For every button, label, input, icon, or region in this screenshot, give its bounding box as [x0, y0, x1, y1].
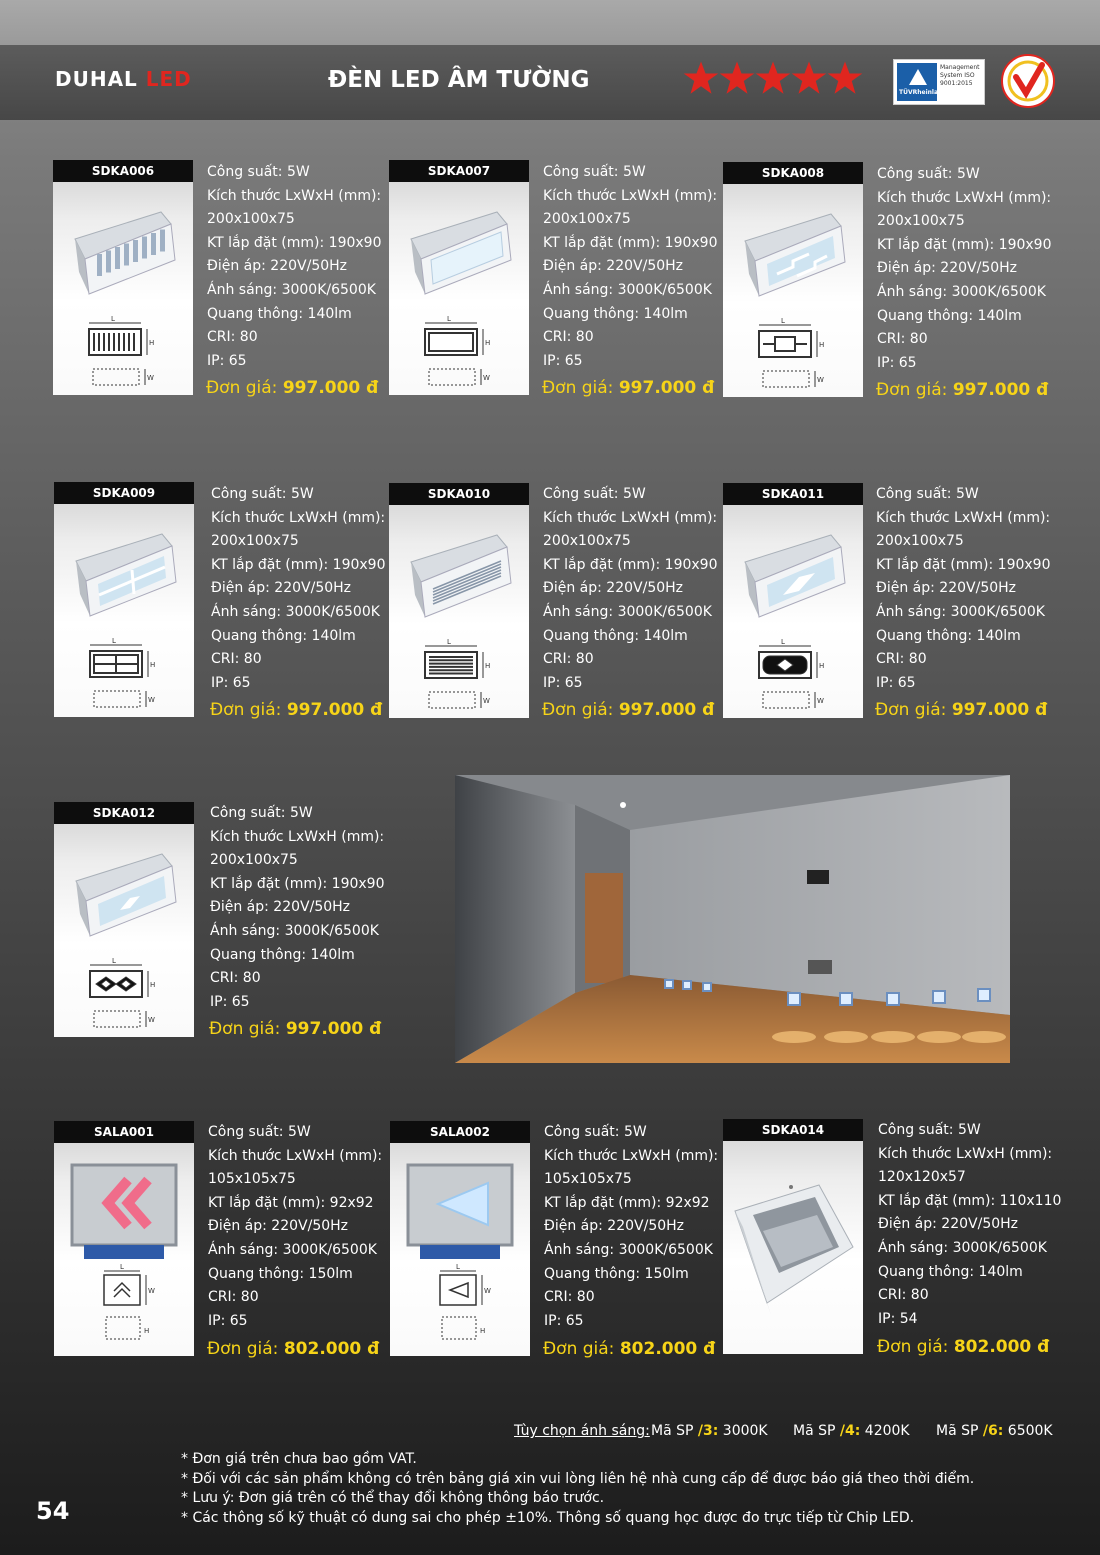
svg-text:H: H [150, 661, 156, 669]
product-specs [543, 483, 718, 695]
product-price: Đơn giá: 997.000 đ [210, 700, 383, 720]
spec-line: Quang thông: 140lm [877, 307, 1022, 324]
svg-text:H: H [149, 339, 155, 347]
footnote: * Đối với các sản phẩm không có trên bảng giá xin vui lòng liên hệ nhà cung cấp để được báo giá theo thời điểm. [181, 1470, 975, 1487]
product-image [723, 1143, 863, 1353]
product-image [389, 184, 529, 382]
light-option-6500k: Mã SP /6: 6500K [936, 1423, 1053, 1439]
footnote: * Các thông số kỹ thuật có dung sai cho phép ±10%. Thông số quang học được đo trực tiếp từ Chip LED. [181, 1509, 915, 1526]
spec-line: Kích thước LxWxH (mm): [878, 1145, 1053, 1162]
svg-text:W: W [483, 374, 490, 382]
product-image [54, 506, 194, 704]
svg-text:H: H [485, 339, 491, 347]
star-icon [791, 60, 827, 96]
spec-line: Công suất: 5W [207, 164, 310, 180]
footnotes [181, 1450, 974, 1528]
spec-line: Kích thước LxWxH (mm): [877, 189, 1052, 206]
product-price: Đơn giá: 997.000 đ [875, 700, 1048, 720]
spec-line: KT lắp đặt (mm): 190x90 [543, 556, 718, 573]
page-title: ĐÈN LED ÂM TƯỜNG [328, 67, 590, 93]
product-code: SDKA009 [54, 482, 194, 504]
spec-line: Ánh sáng: 3000K/6500K [211, 603, 380, 620]
spec-line: Kích thước LxWxH (mm): [210, 828, 385, 845]
vietnam-quality-badge-icon [1000, 53, 1056, 109]
product-specs [877, 163, 1052, 375]
spec-line: IP: 65 [543, 674, 583, 691]
spec-line: Ánh sáng: 3000K/6500K [543, 603, 712, 620]
spec-line: Kích thước LxWxH (mm): [876, 509, 1051, 526]
spec-line: IP: 65 [208, 1312, 248, 1329]
svg-text:W: W [148, 1016, 155, 1024]
spec-line: CRI: 80 [543, 329, 594, 346]
spec-line: CRI: 80 [544, 1289, 595, 1306]
spec-line: 200x100x75 [877, 213, 965, 230]
spec-line: KT lắp đặt (mm): 190x90 [543, 234, 718, 251]
spec-line: Điện áp: 220V/50Hz [207, 258, 348, 275]
spec-line: CRI: 80 [877, 331, 928, 348]
product-price: Đơn giá: 997.000 đ [209, 1019, 382, 1039]
product-specs [208, 1121, 383, 1333]
spec-line: CRI: 80 [543, 651, 594, 668]
svg-text:H: H [150, 981, 156, 989]
spec-line: Ánh sáng: 3000K/6500K [207, 281, 376, 298]
spec-line: 200x100x75 [543, 211, 631, 228]
spec-line: Ánh sáng: 3000K/6500K [543, 281, 712, 298]
spec-line: Kích thước LxWxH (mm): [543, 509, 718, 526]
product-specs [543, 161, 718, 373]
spec-line: KT lắp đặt (mm): 110x110 [878, 1192, 1062, 1209]
spec-line: IP: 65 [543, 352, 583, 369]
spec-line: CRI: 80 [210, 970, 261, 987]
light-option-3000k: Mã SP /3: 3000K [651, 1423, 768, 1439]
spec-line: Kích thước LxWxH (mm): [208, 1147, 383, 1164]
product-card [54, 802, 194, 1037]
svg-text:W: W [147, 374, 154, 382]
spec-line: Công suất: 5W [208, 1124, 311, 1140]
product-price: Đơn giá: 802.000 đ [877, 1337, 1050, 1357]
product-specs [207, 161, 382, 373]
light-options-label: Tùy chọn ánh sáng: [514, 1423, 650, 1439]
product-card [723, 483, 863, 718]
star-icon [683, 60, 719, 96]
spec-line: Công suất: 5W [876, 486, 979, 502]
tuv-logo-icon: TÜVRheinland [897, 63, 937, 101]
product-code: SDKA010 [389, 483, 529, 505]
spec-line: CRI: 80 [208, 1289, 259, 1306]
svg-text:L: L [781, 317, 785, 325]
spec-line: Điện áp: 220V/50Hz [543, 580, 684, 597]
hallway-photo [455, 775, 1010, 1063]
spec-line: Ánh sáng: 3000K/6500K [208, 1241, 377, 1258]
spec-line: 200x100x75 [207, 211, 295, 228]
svg-text:H: H [480, 1327, 486, 1335]
spec-line: Điện áp: 220V/50Hz [878, 1216, 1019, 1233]
spec-line: Quang thông: 140lm [207, 305, 352, 322]
product-specs [210, 802, 385, 1014]
product-image [54, 826, 194, 1024]
spec-line: Quang thông: 140lm [878, 1263, 1023, 1280]
spec-line: IP: 65 [211, 674, 251, 691]
light-option-4200k: Mã SP /4: 4200K [793, 1423, 910, 1439]
spec-line: Ánh sáng: 3000K/6500K [877, 283, 1046, 300]
spec-line: Quang thông: 140lm [211, 627, 356, 644]
svg-text:L: L [112, 637, 116, 645]
spec-line: 200x100x75 [543, 533, 631, 550]
spec-line: CRI: 80 [207, 329, 258, 346]
svg-text:W: W [483, 697, 490, 705]
spec-line: Điện áp: 220V/50Hz [543, 258, 684, 275]
product-code: SDKA011 [723, 483, 863, 505]
spec-line: Công suất: 5W [211, 486, 314, 502]
spec-line: Quang thông: 140lm [876, 627, 1021, 644]
svg-text:H: H [485, 662, 491, 670]
spec-line: Công suất: 5W [543, 486, 646, 502]
spec-line: Công suất: 5W [210, 805, 313, 821]
spec-line: Công suất: 5W [878, 1122, 981, 1138]
product-price: Đơn giá: 802.000 đ [207, 1339, 380, 1359]
footnote: * Lưu ý: Đơn giá trên có thể thay đổi không thông báo trước. [181, 1490, 605, 1506]
spec-line: Ánh sáng: 3000K/6500K [210, 922, 379, 939]
spec-line: Quang thông: 150lm [544, 1265, 689, 1282]
spec-line: Điện áp: 220V/50Hz [544, 1218, 685, 1235]
star-icon [755, 60, 791, 96]
product-specs [544, 1121, 719, 1333]
spec-line: Ánh sáng: 3000K/6500K [544, 1241, 713, 1258]
spec-line: CRI: 80 [211, 651, 262, 668]
svg-text:L: L [456, 1263, 460, 1271]
svg-text:W: W [817, 697, 824, 705]
star-icon [827, 60, 863, 96]
product-image [390, 1145, 530, 1355]
product-code: SDKA007 [389, 160, 529, 182]
product-image [53, 184, 193, 382]
spec-line: Kích thước LxWxH (mm): [543, 187, 718, 204]
product-price: Đơn giá: 997.000 đ [542, 378, 715, 398]
star-icon [719, 60, 755, 96]
spec-line: Ánh sáng: 3000K/6500K [878, 1239, 1047, 1256]
svg-text:L: L [447, 315, 451, 323]
svg-text:H: H [144, 1327, 150, 1335]
product-card [723, 1119, 863, 1354]
product-card [54, 1121, 194, 1356]
product-code: SDKA008 [723, 162, 863, 184]
product-code: SDKA006 [53, 160, 193, 182]
spec-line: 105x105x75 [208, 1171, 296, 1188]
spec-line: IP: 65 [210, 993, 250, 1010]
spec-line: Công suất: 5W [543, 164, 646, 180]
product-card [389, 160, 529, 395]
spec-line: Kích thước LxWxH (mm): [211, 509, 386, 526]
spec-line: KT lắp đặt (mm): 190x90 [877, 236, 1052, 253]
spec-line: Kích thước LxWxH (mm): [207, 187, 382, 204]
spec-line: Ánh sáng: 3000K/6500K [876, 603, 1045, 620]
product-code: SALA001 [54, 1121, 194, 1143]
brand-logo: DUHAL LED [55, 67, 192, 91]
svg-text:L: L [781, 638, 785, 646]
spec-line: 105x105x75 [544, 1171, 632, 1188]
spec-line: IP: 54 [878, 1310, 918, 1327]
svg-text:W: W [817, 376, 824, 384]
spec-line: CRI: 80 [876, 651, 927, 668]
tuv-certificate-badge: TÜVRheinland Management System ISO 9001:2015 [893, 59, 985, 105]
svg-text:L: L [120, 1263, 124, 1271]
spec-line: Công suất: 5W [544, 1124, 647, 1140]
product-price: Đơn giá: 997.000 đ [542, 700, 715, 720]
svg-text:W: W [148, 696, 155, 704]
footnote: * Đơn giá trên chưa bao gồm VAT. [181, 1451, 417, 1467]
spec-line: 200x100x75 [210, 852, 298, 869]
spec-line: 200x100x75 [211, 533, 299, 550]
product-code: SDKA014 [723, 1119, 863, 1141]
spec-line: IP: 65 [876, 674, 916, 691]
svg-text:W: W [484, 1287, 491, 1295]
page-header [0, 45, 1100, 120]
spec-line: Quang thông: 140lm [210, 946, 355, 963]
svg-text:H: H [819, 341, 825, 349]
product-image [723, 186, 863, 384]
svg-text:H: H [819, 662, 825, 670]
spec-line: IP: 65 [544, 1312, 584, 1329]
spec-line: CRI: 80 [878, 1287, 929, 1304]
spec-line: Điện áp: 220V/50Hz [208, 1218, 349, 1235]
product-card [723, 162, 863, 397]
spec-line: KT lắp đặt (mm): 190x90 [210, 875, 385, 892]
top-strip [0, 0, 1100, 45]
svg-text:L: L [447, 638, 451, 646]
product-image [389, 507, 529, 705]
product-card [389, 483, 529, 718]
product-card [390, 1121, 530, 1356]
product-specs [211, 483, 386, 695]
spec-line: KT lắp đặt (mm): 190x90 [876, 556, 1051, 573]
product-specs [878, 1119, 1062, 1331]
spec-line: Quang thông: 140lm [543, 627, 688, 644]
rating-stars [683, 60, 863, 96]
product-price: Đơn giá: 997.000 đ [876, 380, 1049, 400]
spec-line: Quang thông: 150lm [208, 1265, 353, 1282]
product-card [53, 160, 193, 395]
spec-line: Công suất: 5W [877, 166, 980, 182]
spec-line: Điện áp: 220V/50Hz [210, 899, 351, 916]
spec-line: KT lắp đặt (mm): 92x92 [544, 1194, 710, 1211]
svg-text:W: W [148, 1287, 155, 1295]
spec-line: Điện áp: 220V/50Hz [876, 580, 1017, 597]
spec-line: Quang thông: 140lm [543, 305, 688, 322]
spec-line: IP: 65 [877, 354, 917, 371]
spec-line: 120x120x57 [878, 1169, 966, 1186]
product-image [54, 1145, 194, 1355]
spec-line: 200x100x75 [876, 533, 964, 550]
spec-line: IP: 65 [207, 352, 247, 369]
svg-text:L: L [111, 315, 115, 323]
product-image [723, 507, 863, 705]
spec-line: Điện áp: 220V/50Hz [877, 260, 1018, 277]
product-specs [876, 483, 1051, 695]
spec-line: KT lắp đặt (mm): 190x90 [211, 556, 386, 573]
spec-line: KT lắp đặt (mm): 92x92 [208, 1194, 374, 1211]
product-code: SALA002 [390, 1121, 530, 1143]
page-number: 54 [36, 1497, 70, 1525]
svg-text:L: L [112, 957, 116, 965]
product-price: Đơn giá: 997.000 đ [206, 378, 379, 398]
product-card [54, 482, 194, 717]
spec-line: KT lắp đặt (mm): 190x90 [207, 234, 382, 251]
product-price: Đơn giá: 802.000 đ [543, 1339, 716, 1359]
product-code: SDKA012 [54, 802, 194, 824]
spec-line: Kích thước LxWxH (mm): [544, 1147, 719, 1164]
spec-line: Điện áp: 220V/50Hz [211, 580, 352, 597]
